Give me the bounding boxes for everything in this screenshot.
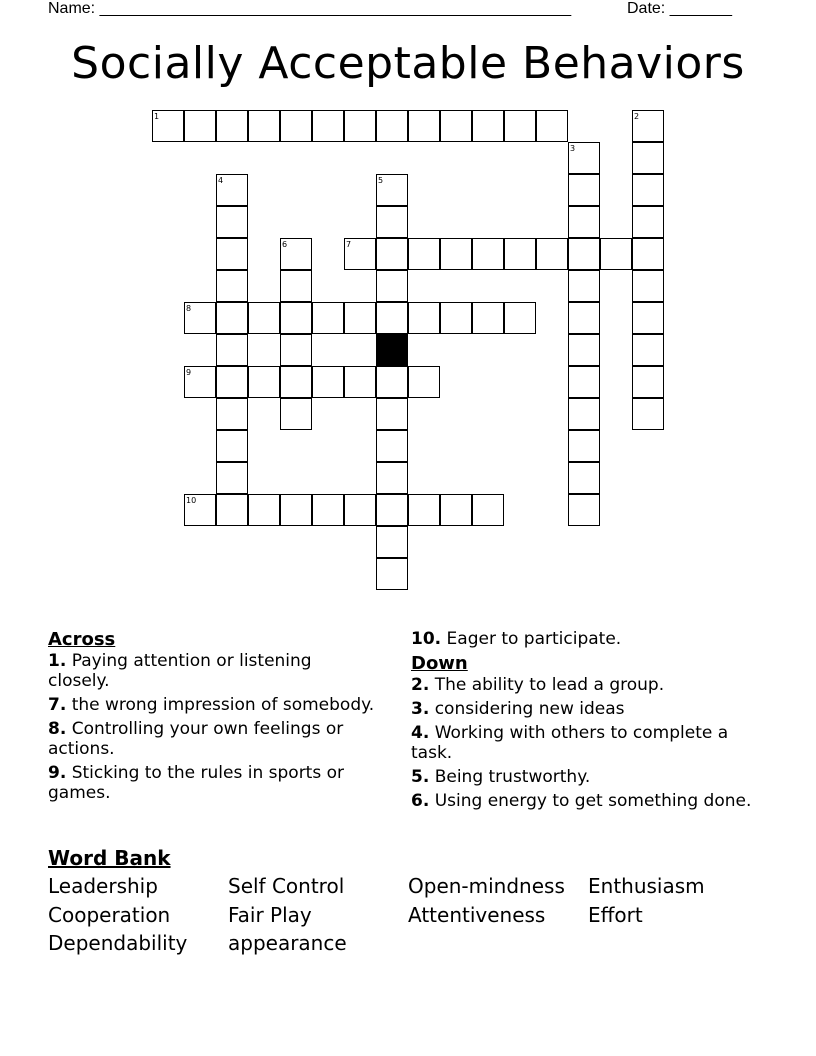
grid-cell[interactable] bbox=[568, 398, 600, 430]
clue bbox=[48, 719, 378, 759]
grid-cell[interactable] bbox=[440, 110, 472, 142]
grid-cell[interactable] bbox=[376, 110, 408, 142]
grid-cell[interactable] bbox=[408, 110, 440, 142]
grid-cell[interactable] bbox=[632, 142, 664, 174]
clue-number: 6 bbox=[282, 240, 288, 249]
clue-number-label: 3. bbox=[411, 699, 430, 719]
word-bank-item: Cooperation bbox=[48, 902, 171, 927]
grid-cell[interactable] bbox=[344, 494, 376, 526]
clue bbox=[411, 629, 771, 649]
grid-cell[interactable] bbox=[376, 526, 408, 558]
grid-cell[interactable] bbox=[216, 334, 248, 366]
clue-number: 10 bbox=[186, 496, 197, 505]
grid-cell[interactable] bbox=[280, 398, 312, 430]
grid-cell[interactable] bbox=[280, 110, 312, 142]
word-bank-item: Leadership bbox=[48, 874, 158, 898]
grid-cell[interactable] bbox=[472, 238, 504, 270]
grid-cell[interactable] bbox=[632, 334, 664, 366]
grid-cell[interactable] bbox=[568, 366, 600, 398]
grid-cell[interactable] bbox=[312, 110, 344, 142]
page-title: Socially Acceptable Behaviors bbox=[71, 38, 745, 89]
clue-text: Working with others to complete a task. bbox=[411, 723, 729, 763]
clue-number: 4 bbox=[218, 176, 224, 185]
grid-cell[interactable] bbox=[248, 110, 280, 142]
grid-cell[interactable] bbox=[216, 430, 248, 462]
grid-cell[interactable] bbox=[632, 206, 664, 238]
clue bbox=[48, 651, 378, 691]
clue-text: considering new ideas bbox=[429, 699, 625, 719]
grid-cell[interactable] bbox=[568, 302, 600, 334]
blocked-cell bbox=[376, 334, 408, 366]
clue-number: 9 bbox=[186, 368, 192, 377]
clue-number-label: 10. bbox=[411, 629, 442, 649]
grid-cell[interactable] bbox=[376, 366, 408, 398]
clue-number-label: 1. bbox=[48, 651, 67, 671]
clue-number: 1 bbox=[154, 112, 160, 121]
clue-text: the wrong impression of somebody. bbox=[66, 695, 375, 715]
clue-number-label: 2. bbox=[411, 675, 430, 695]
grid-cell[interactable] bbox=[568, 238, 600, 270]
grid-cell[interactable] bbox=[632, 238, 664, 270]
grid-cell[interactable] bbox=[376, 270, 408, 302]
clue-number: 5 bbox=[378, 176, 384, 185]
grid-cell[interactable] bbox=[216, 462, 248, 494]
grid-cell[interactable] bbox=[632, 174, 664, 206]
grid-cell[interactable] bbox=[632, 398, 664, 430]
grid-cell[interactable] bbox=[344, 302, 376, 334]
clue bbox=[48, 695, 378, 715]
grid-cell[interactable] bbox=[216, 110, 248, 142]
clue-text: Being trustworthy. bbox=[429, 767, 591, 787]
clue-number-label: 5. bbox=[411, 767, 430, 787]
clue-number: 7 bbox=[346, 240, 352, 249]
grid-cell[interactable] bbox=[568, 494, 600, 526]
clue-number-label: 8. bbox=[48, 719, 67, 739]
grid-cell[interactable] bbox=[504, 238, 536, 270]
grid-cell[interactable] bbox=[440, 494, 472, 526]
grid-cell[interactable] bbox=[280, 334, 312, 366]
clue-number-label: 9. bbox=[48, 763, 67, 783]
word-bank-item: Fair Play bbox=[228, 902, 312, 927]
grid-cell[interactable] bbox=[376, 238, 408, 270]
word-bank-item: Self Control bbox=[228, 874, 345, 898]
clue bbox=[411, 675, 771, 695]
clue bbox=[411, 767, 771, 787]
clue-text: The ability to lead a group. bbox=[429, 675, 665, 695]
clue-text: Using energy to get something done. bbox=[429, 791, 752, 811]
clue-text: Controlling your own feelings or actions. bbox=[48, 719, 344, 759]
across-heading: Across bbox=[48, 629, 116, 650]
grid-cell[interactable] bbox=[216, 398, 248, 430]
grid-cell[interactable] bbox=[376, 206, 408, 238]
grid-cell[interactable] bbox=[632, 302, 664, 334]
clue-text: Paying attention or listening closely. bbox=[48, 651, 312, 691]
grid-cell[interactable] bbox=[312, 366, 344, 398]
grid-cell[interactable] bbox=[216, 206, 248, 238]
grid-cell[interactable] bbox=[568, 206, 600, 238]
grid-cell[interactable] bbox=[504, 302, 536, 334]
grid-cell[interactable] bbox=[280, 494, 312, 526]
clue-text: Sticking to the rules in sports or games. bbox=[48, 763, 344, 803]
grid-cell[interactable] bbox=[344, 110, 376, 142]
clue-number: 3 bbox=[570, 144, 576, 153]
grid-cell[interactable] bbox=[216, 238, 248, 270]
grid-cell[interactable] bbox=[408, 238, 440, 270]
grid-cell[interactable] bbox=[376, 398, 408, 430]
clue-number-label: 4. bbox=[411, 723, 430, 743]
grid-cell[interactable] bbox=[536, 110, 568, 142]
grid-cell[interactable] bbox=[344, 366, 376, 398]
clue-number-label: 6. bbox=[411, 791, 430, 811]
word-bank-item: Dependability bbox=[48, 931, 188, 955]
grid-cell[interactable] bbox=[376, 302, 408, 334]
word-bank-heading: Word Bank bbox=[48, 846, 171, 870]
clue bbox=[411, 791, 771, 811]
grid-cell[interactable] bbox=[312, 494, 344, 526]
clue-text: Eager to participate. bbox=[441, 629, 622, 649]
grid-cell[interactable] bbox=[408, 494, 440, 526]
grid-cell[interactable] bbox=[280, 366, 312, 398]
grid-cell[interactable] bbox=[472, 110, 504, 142]
clue bbox=[48, 763, 378, 803]
name-field-label: Name: _____________________________________________________ bbox=[48, 0, 572, 17]
grid-cell[interactable] bbox=[248, 302, 280, 334]
down-clues bbox=[411, 629, 771, 815]
grid-cell[interactable] bbox=[376, 462, 408, 494]
grid-cell[interactable] bbox=[568, 270, 600, 302]
word-bank-item: Effort bbox=[588, 902, 643, 927]
grid-cell[interactable] bbox=[440, 302, 472, 334]
grid-cell[interactable] bbox=[440, 238, 472, 270]
grid-cell[interactable] bbox=[472, 494, 504, 526]
grid-cell[interactable] bbox=[632, 366, 664, 398]
grid-cell[interactable] bbox=[568, 462, 600, 494]
grid-cell[interactable] bbox=[248, 366, 280, 398]
grid-cell[interactable] bbox=[568, 334, 600, 366]
grid-cell[interactable] bbox=[184, 110, 216, 142]
date-field-label: Date: _______ bbox=[627, 0, 732, 17]
grid-cell[interactable] bbox=[280, 270, 312, 302]
word-bank-item: Open-mindness bbox=[408, 874, 565, 898]
grid-cell[interactable] bbox=[376, 430, 408, 462]
grid-cell[interactable] bbox=[600, 238, 632, 270]
clue bbox=[411, 699, 771, 719]
down-heading: Down bbox=[411, 653, 468, 674]
grid-cell[interactable] bbox=[248, 494, 280, 526]
clue-number: 8 bbox=[186, 304, 192, 313]
grid-cell[interactable] bbox=[632, 270, 664, 302]
grid-cell[interactable] bbox=[280, 302, 312, 334]
word-bank-item: Attentiveness bbox=[408, 902, 546, 927]
clue-number-label: 7. bbox=[48, 695, 67, 715]
grid-cell[interactable] bbox=[312, 302, 344, 334]
grid-cell[interactable] bbox=[568, 430, 600, 462]
clue-number: 2 bbox=[634, 112, 640, 121]
grid-cell[interactable] bbox=[504, 110, 536, 142]
grid-cell[interactable] bbox=[216, 494, 248, 526]
grid-cell[interactable] bbox=[472, 302, 504, 334]
word-bank-item: appearance bbox=[228, 931, 347, 955]
grid-cell[interactable] bbox=[216, 270, 248, 302]
grid-cell[interactable] bbox=[376, 558, 408, 590]
grid-cell[interactable] bbox=[536, 238, 568, 270]
word-bank-item: Enthusiasm bbox=[588, 874, 705, 898]
across-clues bbox=[48, 629, 378, 807]
grid-cell[interactable] bbox=[376, 494, 408, 526]
grid-cell[interactable] bbox=[568, 174, 600, 206]
grid-cell[interactable] bbox=[216, 302, 248, 334]
grid-cell[interactable] bbox=[408, 366, 440, 398]
grid-cell[interactable] bbox=[216, 366, 248, 398]
clue bbox=[411, 723, 771, 763]
grid-cell[interactable] bbox=[408, 302, 440, 334]
